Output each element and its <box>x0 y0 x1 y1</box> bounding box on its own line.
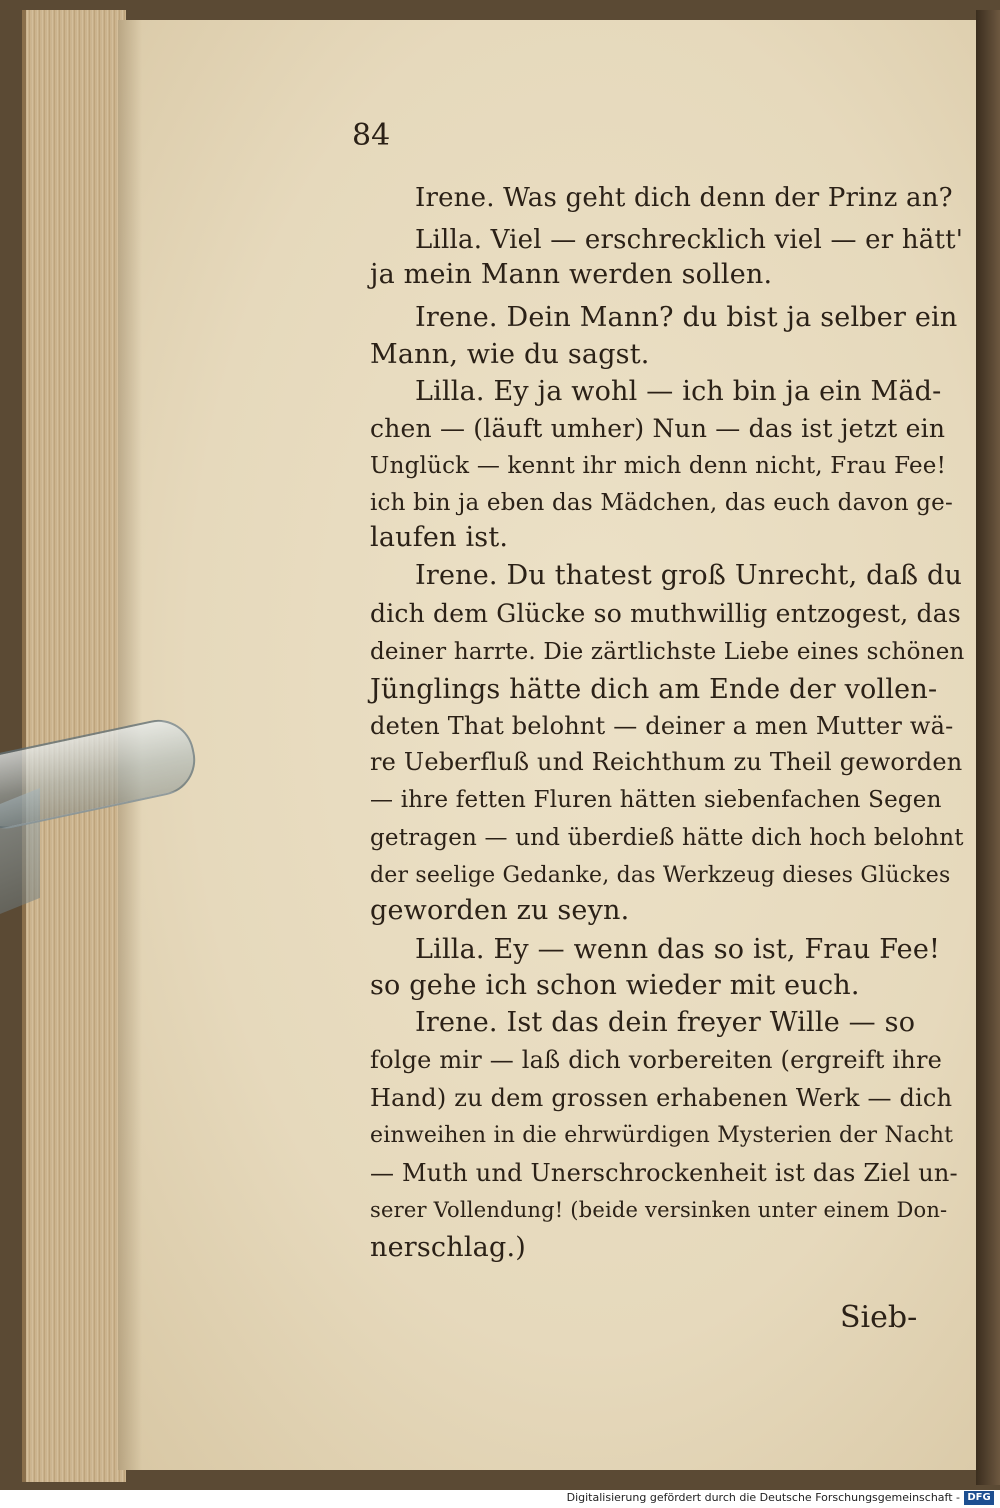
text-line: — Muth und Unerschrockenheit ist das Ziel un- <box>370 1159 958 1187</box>
page-number: 84 <box>352 118 391 153</box>
footer-credit: Digitalisierung gefördert durch die Deutsche Forschungsgemeinschaft - <box>566 1491 960 1504</box>
text-line: Lilla. Viel — erschrecklich viel — er hätt' <box>415 225 964 255</box>
text-line: Irene. Ist das dein freyer Wille — so <box>415 1007 916 1038</box>
text-line: Jünglings hätte dich am Ende der vollen- <box>370 674 938 705</box>
text-line: deiner harrte. Die zärtlichste Liebe eines schönen <box>370 639 965 665</box>
text-line: geworden zu seyn. <box>370 895 630 926</box>
text-line: deten That belohnt — deiner a men Mutter wä- <box>370 712 954 740</box>
text-line: Irene. Dein Mann? du bist ja selber ein <box>415 302 958 333</box>
text-line: ja mein Mann werden sollen. <box>370 259 773 290</box>
text-line: Irene. Was geht dich denn der Prinz an? <box>415 183 953 213</box>
text-line: der seelige Gedanke, das Werkzeug dieses Glückes <box>370 863 951 888</box>
text-line: re Ueberfluß und Reichthum zu Theil geworden <box>370 748 963 776</box>
text-line: laufen ist. <box>370 522 509 553</box>
text-line: Hand) zu dem grossen erhabenen Werk — dich <box>370 1084 953 1112</box>
text-line: chen — (läuft umher) Nun — das ist jetzt ein <box>370 414 946 443</box>
text-line: so gehe ich schon wieder mit euch. <box>370 970 860 1001</box>
text-line: — ihre fetten Fluren hätten siebenfachen Segen <box>370 787 942 813</box>
text-line: serer Vollendung! (beide versinken unter einem Don- <box>370 1198 948 1222</box>
text-line: Unglück — kennt ihr mich denn nicht, Frau Fee! <box>370 453 947 479</box>
text-line: getragen — und überdieß hätte dich hoch belohnt <box>370 825 964 851</box>
dfg-logo: DFG <box>964 1491 994 1505</box>
text-line: Mann, wie du sagst. <box>370 339 650 370</box>
text-line: Lilla. Ey ja wohl — ich bin ja ein Mäd- <box>415 376 942 407</box>
text-line: folge mir — laß dich vorbereiten (ergreift ihre <box>370 1046 943 1074</box>
text-line: nerschlag.) <box>370 1232 526 1263</box>
text-line: dich dem Glücke so muthwillig entzogest, das <box>370 599 961 628</box>
text-line: einweihen in die ehrwürdigen Mysterien der Nacht <box>370 1123 954 1148</box>
text-line: ich bin ja eben das Mädchen, das euch davon ge- <box>370 490 953 516</box>
text-line: Lilla. Ey — wenn das so ist, Frau Fee! <box>415 934 941 965</box>
catchword: Sieb- <box>840 1300 918 1335</box>
text-line: Irene. Du thatest groß Unrecht, daß du <box>415 560 963 591</box>
right-binding <box>976 10 1000 1485</box>
